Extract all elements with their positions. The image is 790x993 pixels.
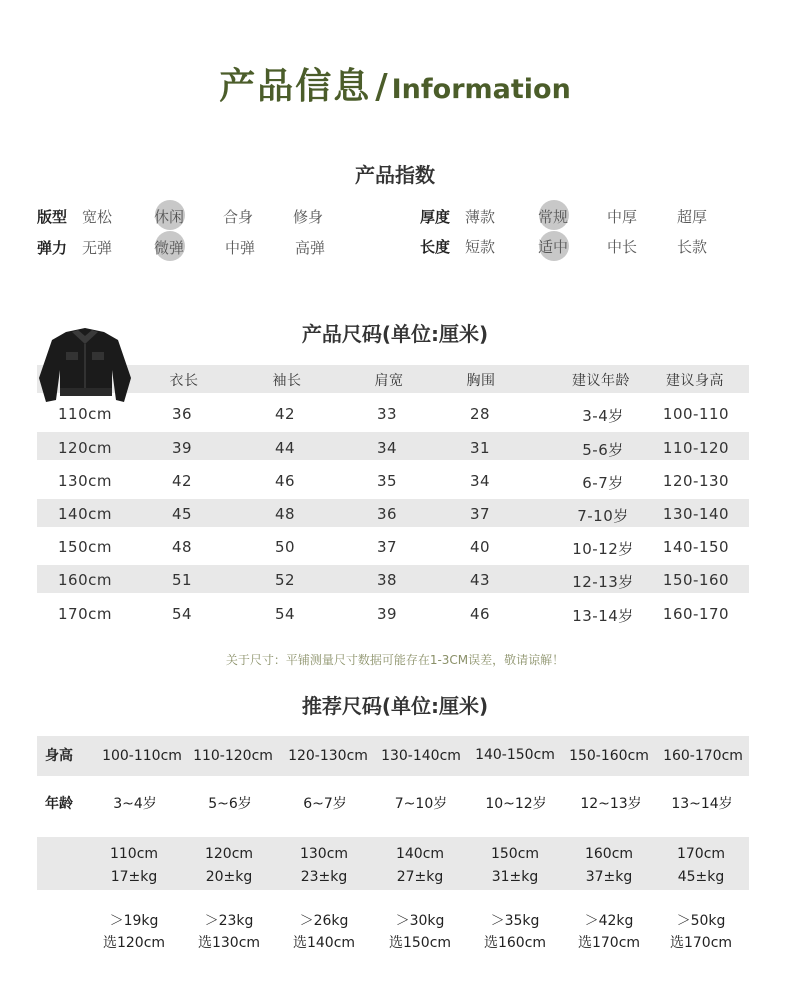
- size-cell: 140-150: [662, 538, 730, 556]
- height-value: 110-120cm: [193, 748, 273, 764]
- fit-option: 宽松: [82, 208, 113, 226]
- size-cell: 37: [469, 505, 491, 523]
- recommend-weight: 17±kg: [110, 869, 158, 885]
- recommend-size: 140cm: [395, 846, 445, 862]
- size-cell: 48: [274, 505, 296, 523]
- recommend-size: 130cm: [299, 846, 349, 862]
- size-cell: 10-12岁: [572, 540, 634, 558]
- size-cell: 3-4岁: [582, 407, 624, 425]
- height-value: 140-150cm: [475, 747, 555, 763]
- size-cell: 33: [376, 405, 398, 423]
- size-cell: 38: [376, 571, 398, 589]
- size-cell: 100-110: [662, 405, 730, 423]
- size-cell: 130cm: [58, 472, 112, 490]
- recommend-weight: 27±kg: [396, 869, 444, 885]
- length-option: 短款: [465, 238, 496, 256]
- size-cell: 45: [171, 505, 193, 523]
- size-cell: 36: [376, 505, 398, 523]
- length-option: 中长: [607, 238, 638, 256]
- height-value: 150-160cm: [569, 748, 649, 764]
- recommend-section-title: 推荐尺码(单位:厘米): [301, 694, 489, 718]
- recommend-weight: 45±kg: [677, 869, 725, 885]
- size-cell: 42: [274, 405, 296, 423]
- recommend-size: 160cm: [584, 846, 634, 862]
- elasticity-label: 弹力: [37, 239, 68, 257]
- elasticity-option: 无弹: [82, 239, 113, 257]
- elasticity-option: 微弹: [154, 239, 185, 257]
- size-cell: 39: [171, 439, 193, 457]
- size-cell: 31: [469, 439, 491, 457]
- age-value: 6~7岁: [303, 796, 347, 812]
- fit-option: 休闲: [154, 208, 185, 226]
- size-cell: 12-13岁: [572, 573, 634, 591]
- size-cell: 40: [469, 538, 491, 556]
- size-header-length: 衣长: [169, 373, 199, 389]
- elasticity-option: 高弹: [295, 239, 326, 257]
- size-cell: 35: [376, 472, 398, 490]
- age-value: 12~13岁: [580, 796, 642, 812]
- age-value: 3~4岁: [113, 796, 157, 812]
- size-header-height: 建议身高: [666, 373, 724, 389]
- size-cell: 36: [171, 405, 193, 423]
- over-weight: ＞23kg: [204, 913, 254, 929]
- size-cell: 170cm: [58, 605, 112, 623]
- height-value: 100-110cm: [102, 748, 182, 764]
- size-cell: 28: [469, 405, 491, 423]
- size-cell: 48: [171, 538, 193, 556]
- size-cell: 120-130: [662, 472, 730, 490]
- size-cell: 46: [469, 605, 491, 623]
- size-cell: 160-170: [662, 605, 730, 623]
- size-cell: 52: [274, 571, 296, 589]
- title-separator: /: [375, 67, 388, 107]
- age-value: 7~10岁: [394, 796, 448, 812]
- size-cell: 6-7岁: [582, 474, 624, 492]
- title-cn: 产品信息: [219, 66, 372, 107]
- size-cell: 13-14岁: [572, 607, 634, 625]
- choose-size: 选160cm: [483, 935, 547, 951]
- length-option: 适中: [538, 238, 569, 256]
- choose-size: 选170cm: [669, 935, 733, 951]
- height-value: 130-140cm: [381, 748, 461, 764]
- size-cell: 43: [469, 571, 491, 589]
- age-label: 年龄: [45, 796, 73, 812]
- size-cell: 34: [469, 472, 491, 490]
- size-cell: 110-120: [662, 439, 730, 457]
- height-value: 160-170cm: [663, 748, 743, 764]
- age-value: 13~14岁: [671, 796, 733, 812]
- size-cell: 34: [376, 439, 398, 457]
- fit-option: 修身: [293, 208, 324, 226]
- size-cell: 150-160: [662, 571, 730, 589]
- size-cell: 140cm: [58, 505, 112, 523]
- size-header-sleeve: 袖长: [272, 373, 302, 389]
- thickness-option: 中厚: [607, 208, 638, 226]
- size-cell: 5-6岁: [582, 441, 624, 459]
- recommend-size: 110cm: [109, 846, 159, 862]
- recommend-size: 150cm: [490, 846, 540, 862]
- size-cell: 120cm: [58, 439, 112, 457]
- thickness-label: 厚度: [420, 208, 451, 226]
- title-en: Information: [391, 74, 571, 105]
- recommend-size: 120cm: [204, 846, 254, 862]
- size-cell: 160cm: [58, 571, 112, 589]
- size-cell: 50: [274, 538, 296, 556]
- over-weight: ＞35kg: [490, 913, 540, 929]
- over-weight: ＞50kg: [676, 913, 726, 929]
- size-cell: 7-10岁: [577, 507, 629, 525]
- page-title: [0, 58, 790, 109]
- recommend-weight: 23±kg: [300, 869, 348, 885]
- fit-option: 合身: [223, 208, 254, 226]
- recommend-size: 170cm: [676, 846, 726, 862]
- size-note: 关于尺寸：平铺测量尺寸数据可能存在1-3CM误差，敬请谅解！: [225, 653, 565, 667]
- thickness-option: 常规: [538, 208, 569, 226]
- size-cell: 130-140: [662, 505, 730, 523]
- size-header-age: 建议年龄: [572, 373, 630, 389]
- size-cell: 150cm: [58, 538, 112, 556]
- fit-label: 版型: [37, 208, 68, 226]
- length-label: 长度: [420, 238, 451, 256]
- choose-size: 选170cm: [577, 935, 641, 951]
- choose-size: 选120cm: [102, 935, 166, 951]
- jacket-image: [36, 326, 134, 406]
- age-value: 10~12岁: [485, 796, 547, 812]
- size-cell: 51: [171, 571, 193, 589]
- thickness-option: 超厚: [677, 208, 708, 226]
- age-value: 5~6岁: [208, 796, 252, 812]
- size-cell: 54: [274, 605, 296, 623]
- size-section-title: 产品尺码(单位:厘米): [301, 322, 489, 346]
- size-header-shoulder: 肩宽: [374, 373, 404, 389]
- over-weight: ＞19kg: [109, 913, 159, 929]
- size-header-chest: 胸围: [466, 373, 496, 389]
- size-cell: 46: [274, 472, 296, 490]
- size-cell: 42: [171, 472, 193, 490]
- thickness-option: 薄款: [465, 208, 496, 226]
- size-cell: 54: [171, 605, 193, 623]
- elasticity-option: 中弹: [225, 239, 256, 257]
- choose-size: 选150cm: [388, 935, 452, 951]
- over-weight: ＞42kg: [584, 913, 634, 929]
- index-section-title: 产品指数: [355, 163, 435, 187]
- size-cell: 110cm: [58, 405, 112, 423]
- size-cell: 37: [376, 538, 398, 556]
- height-label: 身高: [45, 748, 73, 764]
- length-option: 长款: [677, 238, 708, 256]
- size-cell: 39: [376, 605, 398, 623]
- over-weight: ＞30kg: [395, 913, 445, 929]
- height-value: 120-130cm: [288, 748, 368, 764]
- over-weight: ＞26kg: [299, 913, 349, 929]
- recommend-weight: 37±kg: [585, 869, 633, 885]
- size-cell: 44: [274, 439, 296, 457]
- choose-size: 选140cm: [292, 935, 356, 951]
- recommend-weight: 31±kg: [491, 869, 539, 885]
- choose-size: 选130cm: [197, 935, 261, 951]
- recommend-weight: 20±kg: [205, 869, 253, 885]
